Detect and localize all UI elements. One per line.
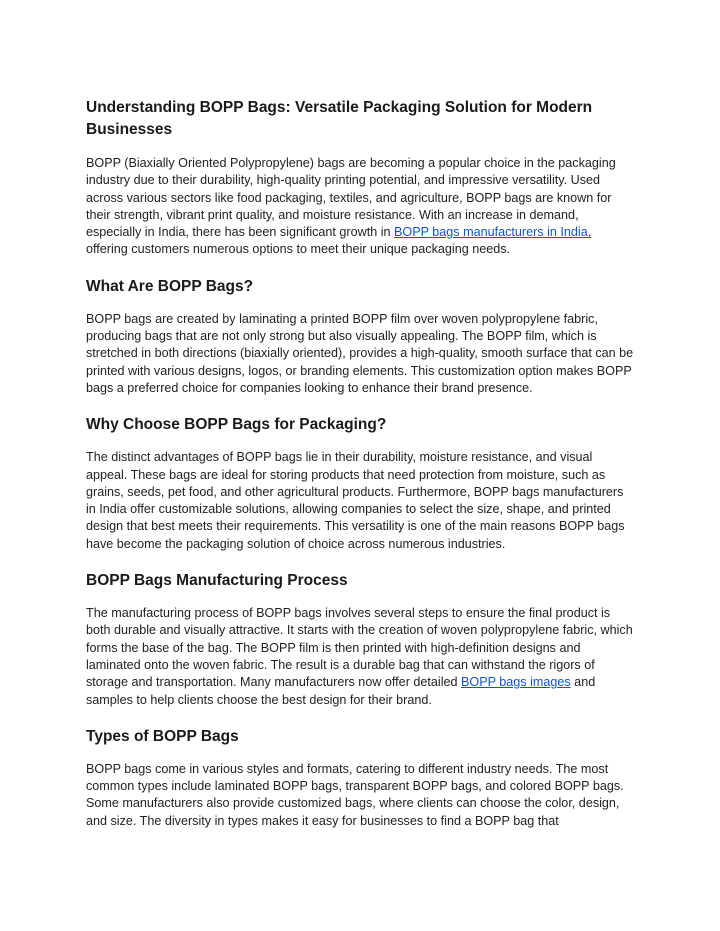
- section-paragraph-types: BOPP bags come in various styles and formats, catering to different industry needs. The most common types include laminated BOPP bags, transparent BOPP bags, and colored BOPP bags. Some manufacturers also provide customized bags, where clients can choose the color, design, and size. The diversity in types makes it easy for businesses to find a BOPP bag that: [86, 761, 624, 828]
- process-text-after-link: and samples to help clients choose the best design for their brand.: [86, 675, 596, 707]
- section-heading-why-choose: Why Choose BOPP Bags for Packaging?: [86, 416, 387, 434]
- process-text-before-link: The manufacturing process of BOPP bags involves several steps to ensure the final product is both durable and visually attractive. It starts with the creation of woven polypropylene fabric, which forms the base of the bag. The BOPP film is then printed with high-definition designs and laminated onto the woven fabric. The result is a durable bag that can withstand the rigors of storage and transportation. Many manufacturers now offer detailed: [86, 606, 633, 690]
- section-paragraph-manufacturing-process: [86, 605, 634, 709]
- section-paragraph-why-choose: The distinct advantages of BOPP bags lie in their durability, moisture resistance, and visual appeal. These bags are ideal for storing products that need protection from moisture, such as grains, seeds, pet food, and other agricultural products. Furthermore, BOPP bags manufacturers in India offer customizable solutions, allowing companies to select the size, shape, and printed design that best meets their requirements. This versatility is one of the main reasons BOPP bags have become the packaging solution of choice across numerous industries.: [86, 450, 625, 551]
- section-paragraph-what-are: BOPP bags are created by laminating a printed BOPP film over woven polypropylene fabric, producing bags that are not only strong but also visually appealing. The BOPP film, which is stretched in both directions (biaxially oriented), provides a high-quality, smooth surface that can be printed with various designs, logos, or branding elements. This customization option makes BOPP bags a preferred choice for companies looking to enhance their brand presence.: [86, 311, 634, 395]
- manufacturers-in-india-link[interactable]: BOPP bags manufacturers in India,: [394, 225, 592, 240]
- section-heading-what-are: What Are BOPP Bags?: [86, 277, 254, 295]
- section-heading-manufacturing-process: BOPP Bags Manufacturing Process: [86, 572, 348, 590]
- document-page: [86, 97, 634, 830]
- intro-paragraph: [86, 155, 634, 259]
- document-title: Understanding BOPP Bags: Versatile Packaging Solution for Modern Businesses: [86, 99, 593, 138]
- bopp-bags-images-link[interactable]: BOPP bags images: [461, 675, 571, 690]
- intro-text-before-link: BOPP (Biaxially Oriented Polypropylene) bags are becoming a popular choice in the packaging industry due to their durability, high-quality printing potential, and impressive versatility. Used across various sectors like food packaging, textiles, and agriculture, BOPP bags are known for their strength, vibrant print quality, and moisture resistance. With an increase in demand, especially in India, there has been significant growth in: [86, 156, 616, 240]
- section-heading-types: Types of BOPP Bags: [86, 727, 239, 745]
- intro-text-after-link: offering customers numerous options to meet their unique packaging needs.: [86, 242, 511, 257]
